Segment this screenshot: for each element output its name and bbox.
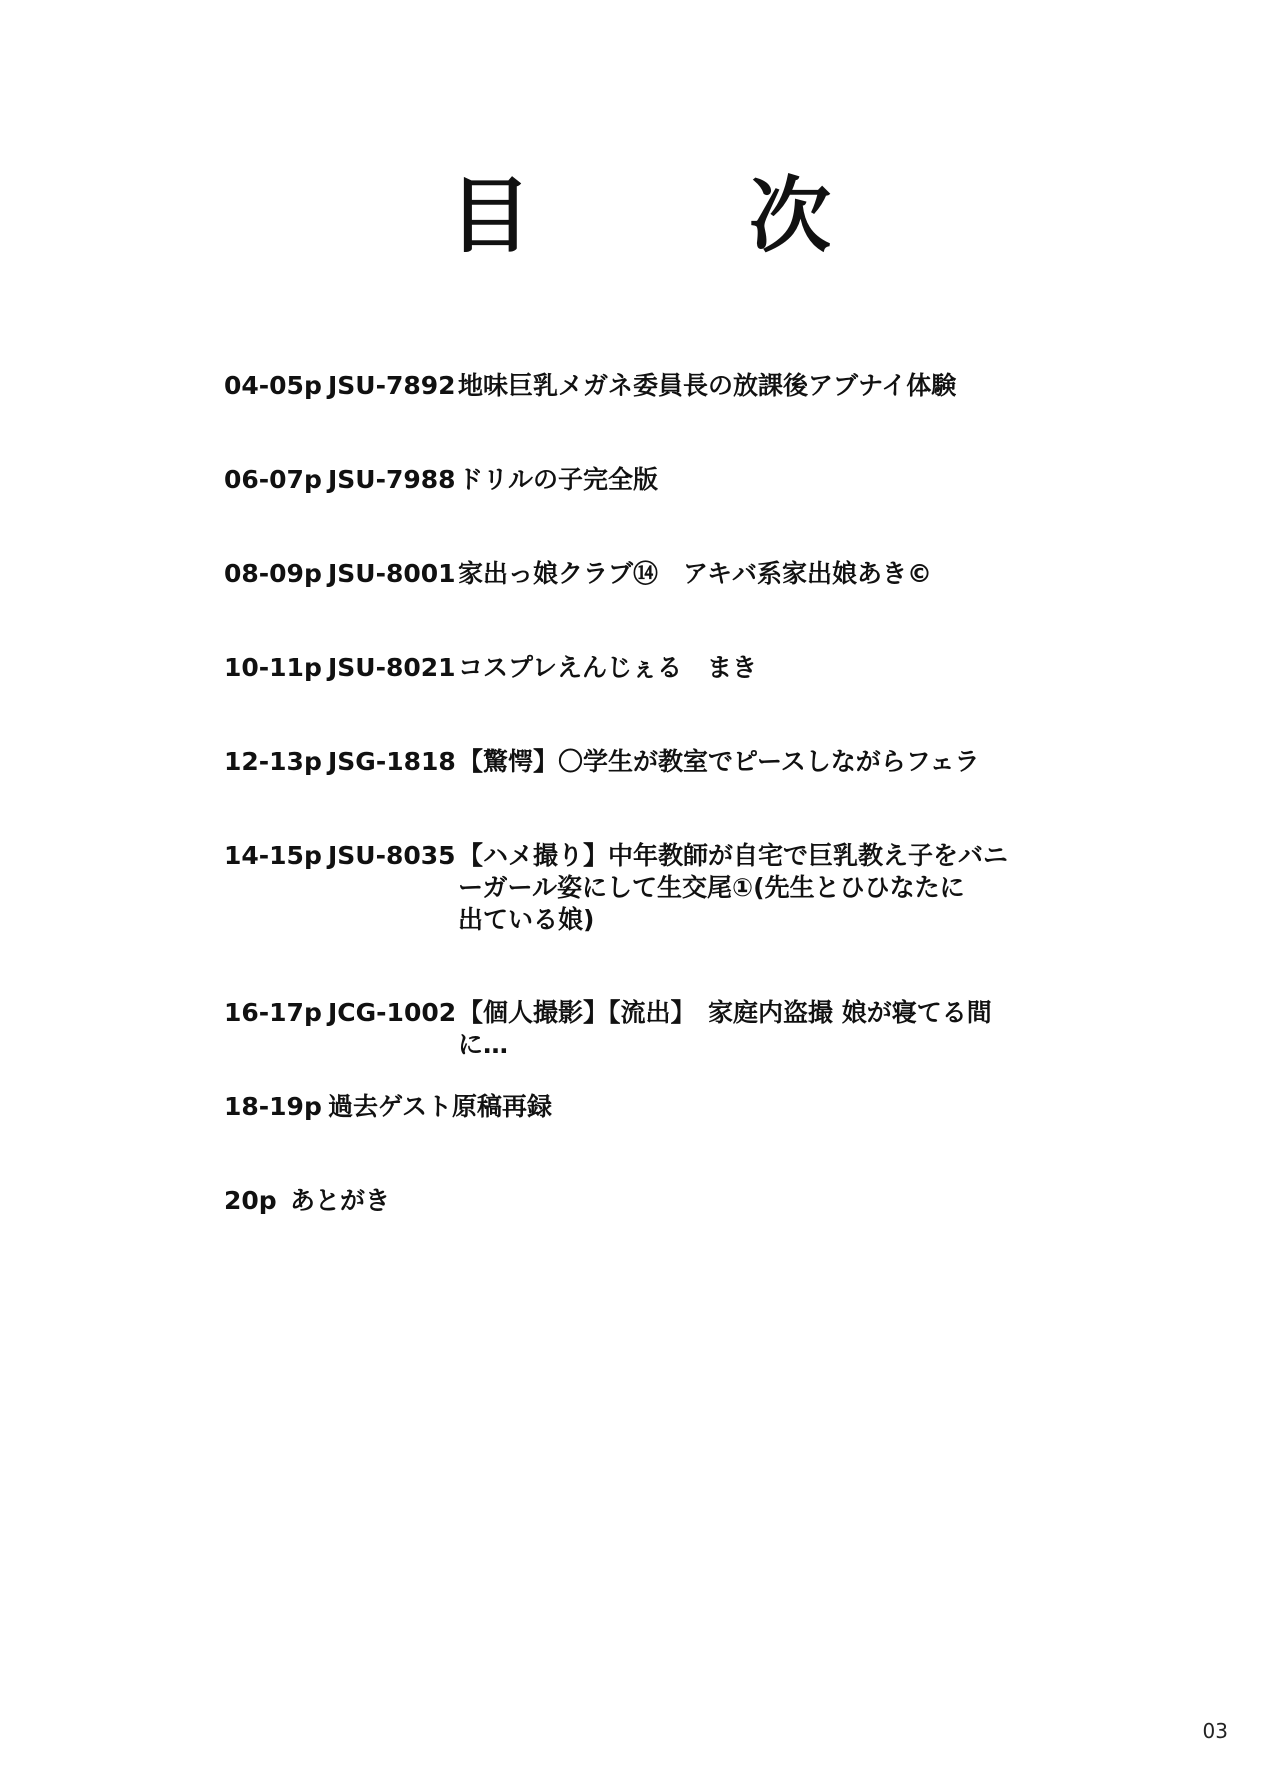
toc-title xyxy=(290,1185,850,1217)
toc-pages: 08-09p xyxy=(224,559,322,588)
toc-pages: 18-19p xyxy=(224,1092,322,1121)
toc-code: JSG-1818 xyxy=(328,747,456,776)
toc-pages: 06-07p xyxy=(224,465,322,494)
toc-pages: 10-11p xyxy=(224,653,322,682)
toc-title-line: ーガール姿にして生交尾①(先生とひひなたに xyxy=(458,873,965,902)
toc-code: JSU-8035 xyxy=(328,841,456,870)
toc-pages: 20p xyxy=(224,1186,277,1215)
toc-code: JSU-8021 xyxy=(328,653,456,682)
toc-pages: 12-13p xyxy=(224,747,322,776)
toc-title-line: 地味巨乳メガネ委員長の放課後アブナイ体験 xyxy=(458,371,957,400)
toc-title xyxy=(458,652,1018,684)
toc-code: JCG-1002 xyxy=(328,998,457,1027)
page-title: 目 次 xyxy=(448,169,899,264)
toc-title-line: ドリルの子完全版 xyxy=(458,465,659,494)
toc-title-line: あとがき xyxy=(290,1186,391,1215)
toc-title-line: 【驚愕】〇学生が教室でピースしながらフェラ xyxy=(458,747,980,776)
toc-title xyxy=(458,746,1018,778)
toc-title-line: 過去ゲスト原稿再録 xyxy=(328,1092,553,1121)
toc-pages: 04-05p xyxy=(224,371,322,400)
toc-code: JSU-8001 xyxy=(328,559,456,588)
toc-title xyxy=(458,840,1018,936)
toc-pages: 14-15p xyxy=(224,841,322,870)
toc-title-line: 出ている娘) xyxy=(458,905,595,934)
toc-title xyxy=(328,1091,888,1123)
toc-code: JSU-7892 xyxy=(328,371,456,400)
toc-title-line: 【個人撮影】【流出】 家庭内盗撮 娘が寝てる間に… xyxy=(458,998,992,1059)
toc-title-line: コスプレえんじぇる まき xyxy=(458,653,758,682)
toc-title xyxy=(458,997,1018,1061)
toc-code: JSU-7988 xyxy=(328,465,456,494)
toc-title-line: 家出っ娘クラブ⑭ アキバ系家出娘あき© xyxy=(458,559,933,588)
toc-title xyxy=(458,464,1018,496)
toc-title xyxy=(458,370,1018,402)
toc-pages: 16-17p xyxy=(224,998,322,1027)
page-number: 03 xyxy=(1202,1719,1228,1743)
toc-title-line: 【ハメ撮り】中年教師が自宅で巨乳教え子をバニ xyxy=(458,841,1009,870)
toc-title xyxy=(458,558,1018,590)
